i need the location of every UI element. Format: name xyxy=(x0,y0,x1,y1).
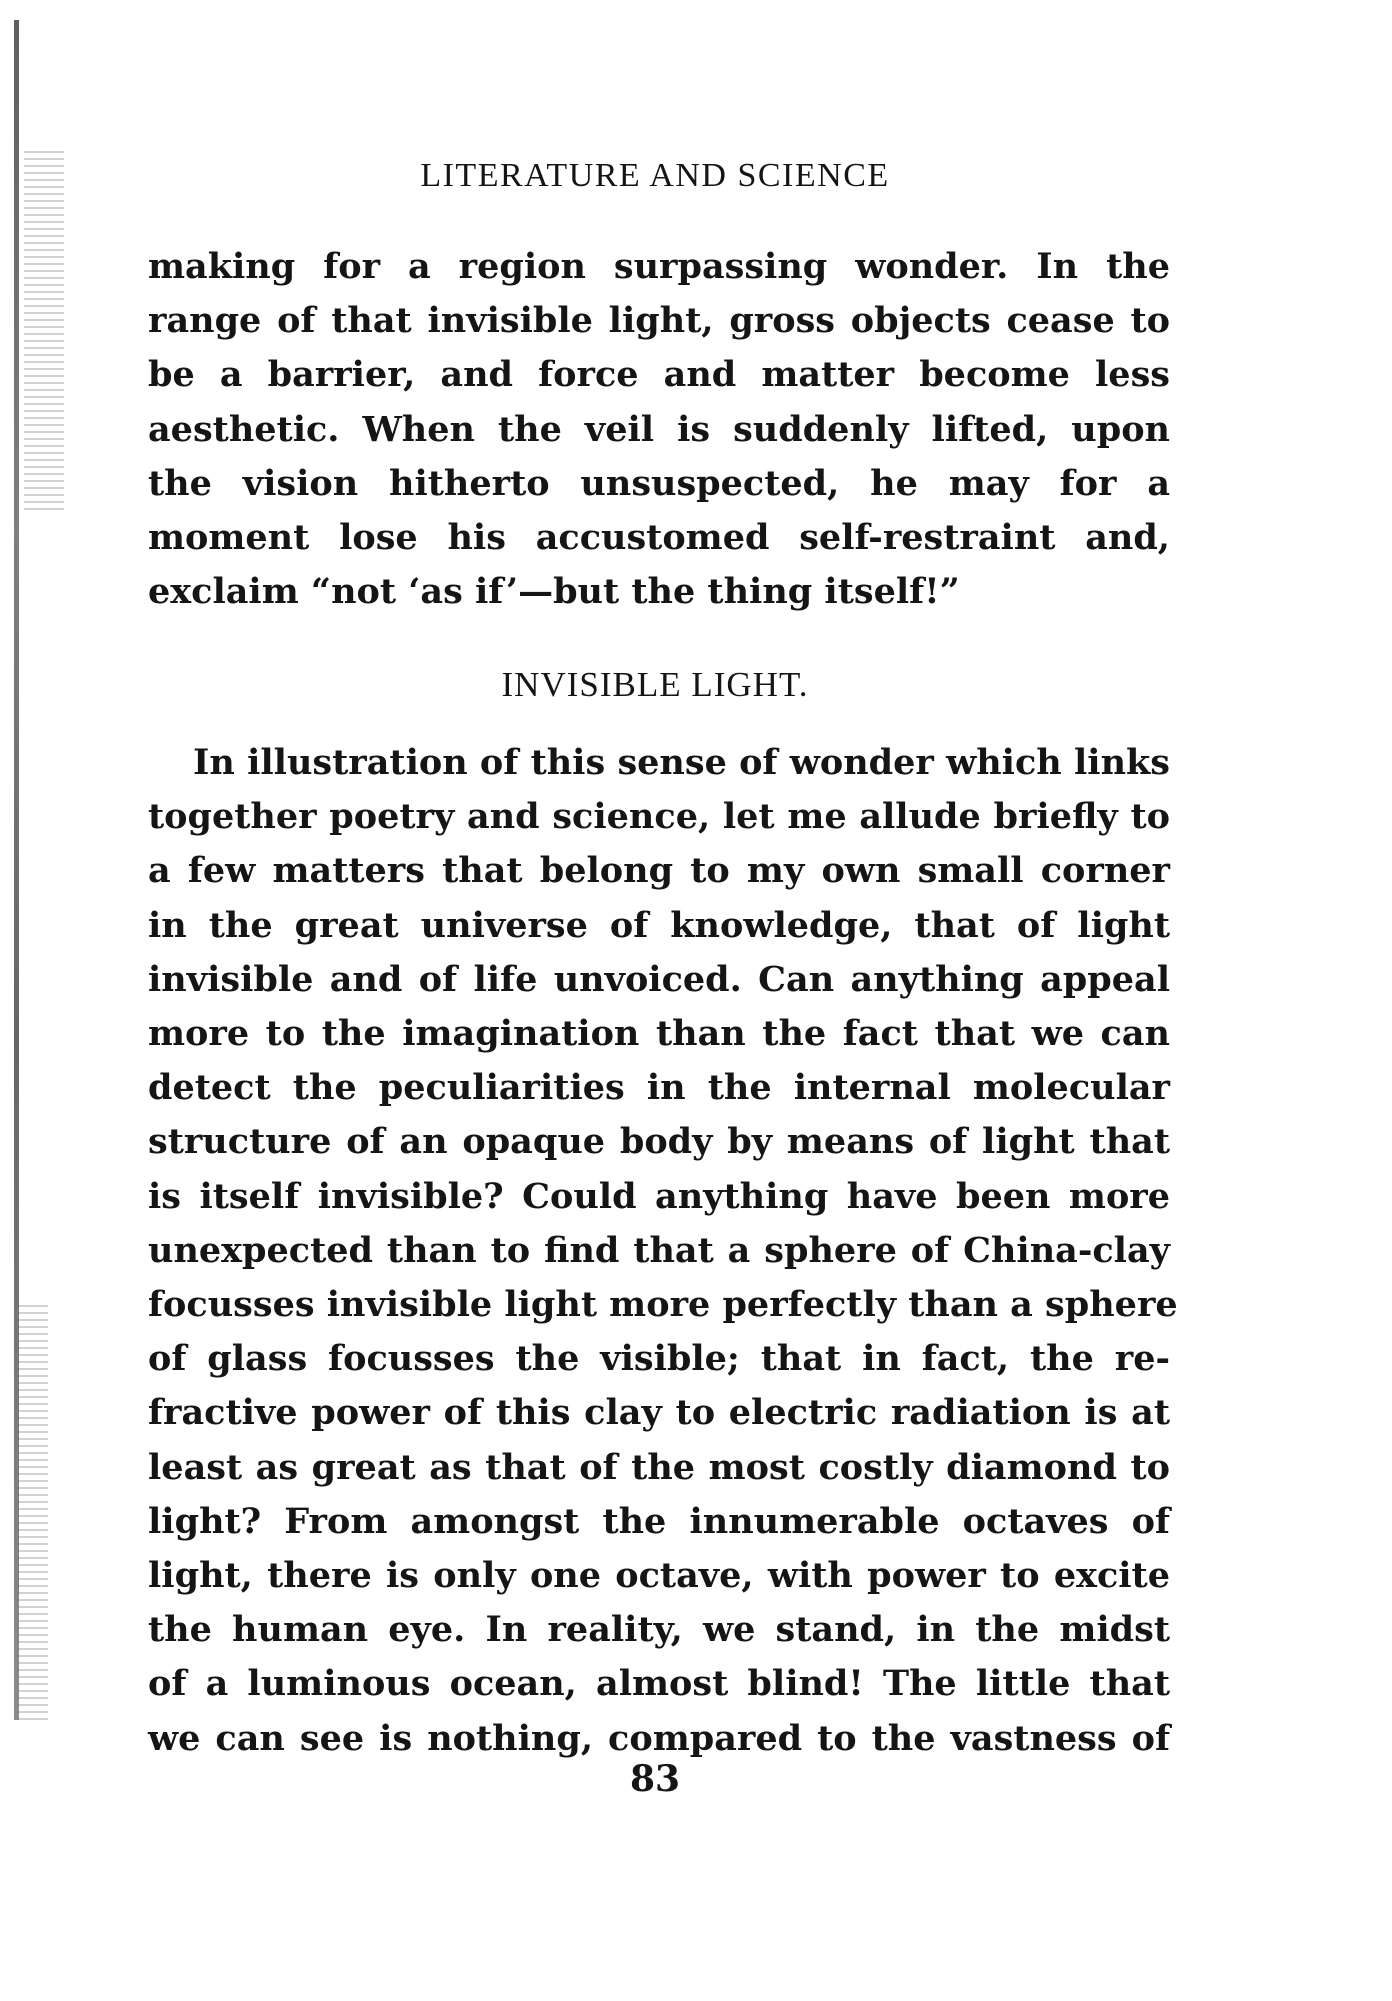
section-heading: INVISIBLE LIGHT. xyxy=(501,665,809,704)
text-line: more to the imagination than the fact that we can xyxy=(148,1013,1170,1055)
text-line: In illustration of this sense of wonder which links xyxy=(193,742,1170,783)
running-head: LITERATURE AND SCIENCE xyxy=(420,157,890,194)
text-line: of a luminous ocean, almost blind! The little that xyxy=(148,1663,1170,1705)
text-line: light, there is only one octave, with power to excite xyxy=(148,1555,1170,1597)
text-line: detect the peculiarities in the internal molecular xyxy=(148,1067,1170,1109)
text-line: exclaim “not ‘as if’—but the thing itself!” xyxy=(148,571,960,613)
text-line: making for a region surpassing wonder. In the xyxy=(148,246,1170,287)
text-line: together poetry and science, let me allude briefly to xyxy=(148,796,1170,838)
page-edge-speckle-lower xyxy=(18,1300,48,1720)
text-line: moment lose his accustomed self-restraint and, xyxy=(148,517,1170,559)
text-line: of glass focusses the visible; that in fact, the re- xyxy=(148,1338,1170,1380)
text-line: range of that invisible light, gross objects cease to xyxy=(148,300,1170,342)
text-line: the vision hitherto unsuspected, he may for a xyxy=(148,462,1170,504)
text-line: light? From amongst the innumerable octaves of xyxy=(148,1500,1170,1542)
text-line: be a barrier, and force and matter become less xyxy=(148,354,1170,396)
text-line: unexpected than to find that a sphere of China-clay xyxy=(148,1229,1170,1271)
text-line: focusses invisible light more perfectly than a sphere xyxy=(148,1284,1178,1326)
text-line: aesthetic. When the veil is suddenly lifted, upon xyxy=(148,408,1170,450)
page-edge-speckle xyxy=(24,150,64,510)
text-line: a few matters that belong to my own small corner xyxy=(148,850,1170,892)
paragraph-invisible-light xyxy=(148,736,1178,1766)
text-line: in the great universe of knowledge, that of light xyxy=(148,904,1170,946)
text-line: least as great as that of the most costly diamond to xyxy=(148,1446,1170,1488)
text-line: invisible and of life unvoiced. Can anything appeal xyxy=(148,958,1170,1000)
text-line: fractive power of this clay to electric radiation is at xyxy=(148,1392,1170,1434)
text-line: the human eye. In reality, we stand, in the midst xyxy=(148,1609,1170,1651)
text-line: we can see is nothing, compared to the vastness of xyxy=(148,1717,1170,1759)
page-number: 83 xyxy=(629,1758,681,1800)
text-line: structure of an opaque body by means of light that xyxy=(148,1121,1170,1163)
paragraph-continued xyxy=(148,240,1170,619)
text-line: is itself invisible? Could anything have been more xyxy=(148,1175,1170,1217)
